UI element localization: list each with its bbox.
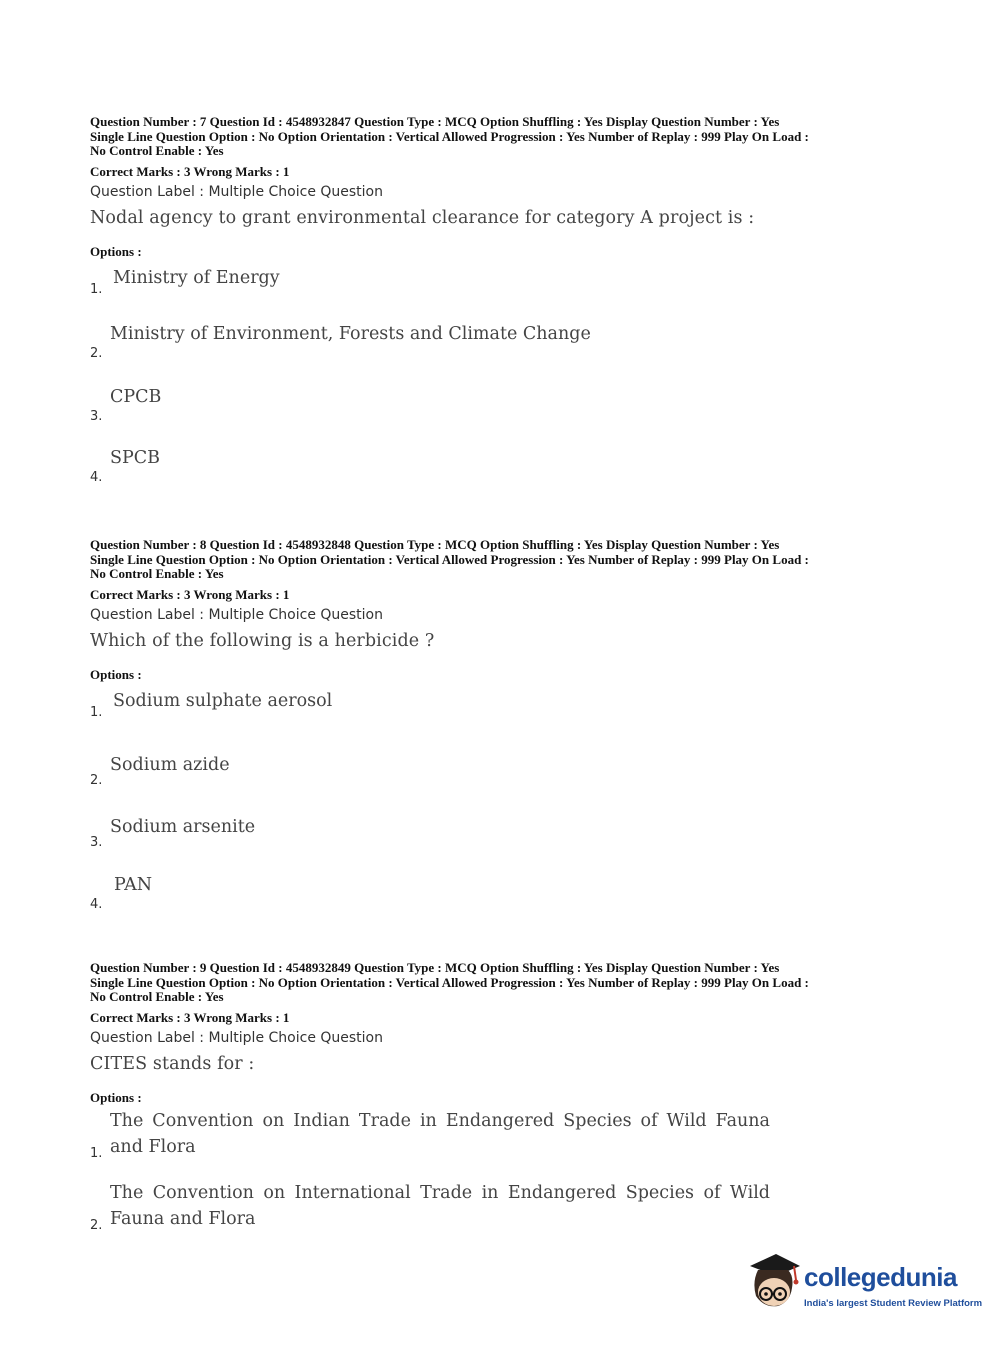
question-text: Which of the following is a herbicide ?	[90, 630, 435, 651]
option-number: 1.	[90, 281, 103, 297]
question-meta-line-1: Question Number : 9 Question Id : 4548932849 Question Type : MCQ Option Shuffling : Yes Display Question Number : Yes	[90, 960, 780, 975]
option-text: The Convention on International Trade in Endangered Species of Wild Fauna and Flora	[110, 1182, 770, 1229]
option-1	[90, 691, 920, 753]
logo-tagline: India's largest Student Review Platform	[804, 1298, 983, 1309]
option-number: 2.	[90, 345, 103, 361]
option-3	[90, 386, 920, 454]
option-text: Ministry of Energy	[113, 267, 280, 288]
option-text: Sodium azide	[110, 754, 230, 775]
marks-info: Correct Marks : 3 Wrong Marks : 1	[90, 586, 290, 602]
option-number: 4.	[90, 896, 103, 912]
mascot-icon	[742, 1248, 802, 1318]
option-4	[90, 447, 920, 516]
question-label: Question Label : Multiple Choice Question	[90, 183, 383, 200]
option-text: PAN	[114, 874, 153, 895]
question-meta-line-3: No Control Enable : Yes	[90, 989, 224, 1004]
option-1	[90, 268, 920, 330]
question-meta-line-2: Single Line Question Option : No Option Orientation : Vertical Allowed Progression : Yes Number of Replay : 999 Play On Load :	[90, 974, 809, 990]
option-text: Sodium sulphate aerosol	[113, 690, 333, 711]
option-text: Sodium arsenite	[110, 816, 256, 837]
marks-info: Correct Marks : 3 Wrong Marks : 1	[90, 1009, 290, 1025]
options-heading: Options :	[90, 666, 142, 682]
option-4	[90, 874, 920, 939]
question-block-8	[90, 538, 920, 939]
question-meta-line-3: No Control Enable : Yes	[90, 143, 224, 158]
options-heading: Options :	[90, 1089, 142, 1105]
question-meta-line-2: Single Line Question Option : No Option Orientation : Vertical Allowed Progression : Yes Number of Replay : 999 Play On Load :	[90, 551, 809, 567]
question-block-7	[90, 115, 920, 516]
question-meta-line-3: No Control Enable : Yes	[90, 566, 224, 581]
option-3	[90, 815, 920, 877]
question-label: Question Label : Multiple Choice Question	[90, 606, 383, 623]
option-number: 3.	[90, 408, 103, 424]
option-2	[90, 323, 920, 392]
logo-name: collegedunia	[804, 1262, 957, 1292]
option-number: 2.	[90, 772, 103, 788]
question-text: CITES stands for :	[90, 1053, 255, 1074]
option-number: 1.	[90, 704, 103, 720]
question-meta-line-1: Question Number : 7 Question Id : 4548932847 Question Type : MCQ Option Shuffling : Yes Display Question Number : Yes	[90, 114, 780, 129]
option-2	[90, 1180, 920, 1252]
question-text: Nodal agency to grant environmental clearance for category A project is :	[90, 207, 755, 228]
option-text: The Convention on Indian Trade in Endangered Species of Wild Fauna and Flora	[110, 1110, 770, 1157]
option-number: 2.	[90, 1217, 103, 1233]
option-text: SPCB	[110, 447, 161, 468]
option-2	[90, 753, 920, 815]
option-1	[90, 1108, 920, 1180]
option-text: CPCB	[110, 386, 162, 407]
option-text: Ministry of Environment, Forests and Climate Change	[110, 323, 591, 344]
option-number: 1.	[90, 1145, 103, 1161]
marks-info: Correct Marks : 3 Wrong Marks : 1	[90, 163, 290, 179]
question-block-9	[90, 961, 920, 1252]
options-heading: Options :	[90, 243, 142, 259]
option-number: 3.	[90, 834, 103, 850]
collegedunia-logo	[742, 1248, 983, 1320]
question-meta-line-2: Single Line Question Option : No Option Orientation : Vertical Allowed Progression : Yes Number of Replay : 999 Play On Load :	[90, 128, 809, 144]
question-label: Question Label : Multiple Choice Question	[90, 1029, 383, 1046]
option-number: 4.	[90, 469, 103, 485]
question-meta-line-1: Question Number : 8 Question Id : 4548932848 Question Type : MCQ Option Shuffling : Yes Display Question Number : Yes	[90, 537, 780, 552]
